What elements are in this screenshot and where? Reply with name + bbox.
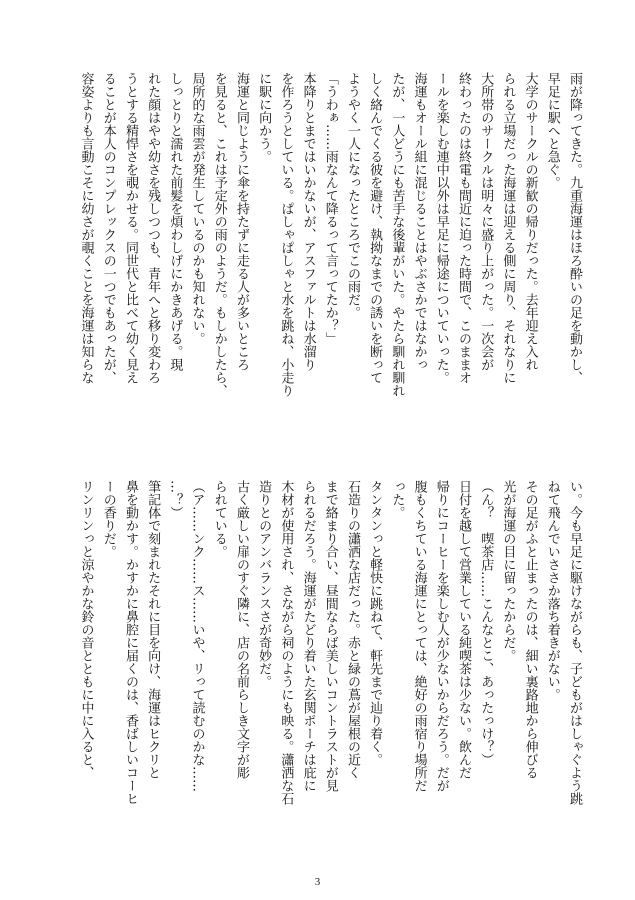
text-line: った。 [389, 480, 405, 519]
text-line: られる立場だった海運は迎える側に周り、それなりに [500, 72, 516, 384]
text-line: その足がふと止まったのは、細い裏路地から伸びる [522, 480, 538, 779]
text-line: ようやく一人になったところでこの雨だ。 [344, 72, 360, 319]
text-line: 筆記体で刻まれたそれに目を向け、海運はヒクリと [145, 480, 161, 779]
text-line: 局所的な雨雲が発生しているのかも知れない。 [189, 72, 205, 345]
text-line: 造りとのアンバランスさが奇妙だ。 [256, 480, 272, 688]
text-line: 鼻を動かす。かすかに鼻腔に届くのは、香ばしいコーヒ [122, 480, 138, 805]
text-line: まで絡まり合い、昼間ならば美しいコントラストが見 [322, 480, 338, 792]
text-line: 光が海運の目に留ったからだ。 [500, 480, 516, 662]
text-line: しっとりと濡れた前髪を煩わしげにかきあげる。現 [167, 72, 183, 371]
text-line: に駅に向かう。 [256, 72, 272, 163]
text-line: 帰りにコーヒーを楽しむ人が少ないからだろう。だが [433, 480, 449, 792]
lower-text-block [78, 480, 585, 875]
text-line: 木材が使用され、さながら祠のようにも映る。瀟洒な石 [278, 480, 294, 805]
text-line: い。今も早足に駆けながらも、子どもがはしゃぐよう跳 [567, 480, 582, 805]
text-line: ールを楽しむ連中以外は早足に帰途についていった。 [433, 72, 449, 384]
text-line: 石造りの瀟洒な店だった。赤と緑の蔦が屋根の近く [344, 480, 360, 779]
text-line: （ん？ 喫茶店……こんなとこ、あったっけ？） [478, 480, 494, 766]
upper-text-block [50, 72, 585, 460]
text-line: 大所帯のサークルは明々に盛り上がった。一次会が [478, 72, 494, 371]
text-line: リンリンっと涼やかな鈴の音とともに中に入ると、 [78, 480, 94, 779]
text-line: 古く厳しい扉のすぐ隣に、店の名前らしき文字が彫 [233, 480, 249, 779]
text-line: 終わったのは終電も間近に迫った時間で、このままオ [455, 72, 471, 384]
text-line: 早足に駅へと急ぐ。 [544, 72, 560, 189]
text-line: 海運もオール組に混じることはやぶさかではなかっ [411, 72, 427, 371]
text-line: しく絡んでくる彼を避け、執拗なまでの誘いを断って [367, 72, 383, 384]
text-line: 容姿よりも言動こそに幼さが覗くことを海運は知らな [78, 72, 94, 384]
page-number: 3 [314, 876, 321, 888]
text-line: たが、一人どうにも苦手な後輩がいた。やたら馴れ馴れ [389, 72, 405, 397]
text-line: …？） [167, 480, 183, 519]
text-line: られている。 [211, 480, 227, 558]
text-line: 「うわぁ……雨なんて降るって言ってたか？」 [322, 72, 338, 345]
text-line: 腹もくちている海運にとっては、絶好の雨宿り場所だ [411, 480, 427, 792]
text-line: を見ると、これは予定外の雨のようだ。もしかしたら、 [211, 72, 227, 397]
text-line: を作ろうとしている。ぱしゃぱしゃと水を跳ね、小走り [278, 72, 294, 397]
text-line: 本降りとまではいかないが、アスファルトは水溜り [300, 72, 316, 371]
text-line: ることが本人のコンプレックスの一つでもあったが、 [100, 72, 116, 384]
text-line: られるだろう。海運がたどり着いた玄関ポーチは庇に [300, 480, 316, 792]
text-line: ねて飛んでいささか落ち着きがない。 [544, 480, 560, 701]
text-line: タンタンっと軽快に跳ねて、軒先まで辿り着く。 [367, 480, 383, 766]
text-line: 海運と同じように傘を持たずに走る人が多いところ [233, 72, 249, 371]
text-line: （ア……ンク……ス……いや、リって読むのかな…… [189, 480, 205, 792]
text-line: うとする精悍さを覗かせる。同世代と比べて幼く見え [122, 72, 138, 384]
text-line: ーの香りだ。 [100, 480, 116, 558]
text-line: れた顔はやや幼さを残しつつも、青年へと移り変わろ [145, 72, 161, 384]
text-line: 雨が降ってきた。九重海運はほろ酔いの足を動かし、 [567, 72, 582, 384]
text-line: 大学のサークルの新歓の帰りだった。去年迎え入れ [522, 72, 538, 371]
text-line: 日付を越して営業している純喫茶は少ない。飲んだ [455, 480, 471, 779]
